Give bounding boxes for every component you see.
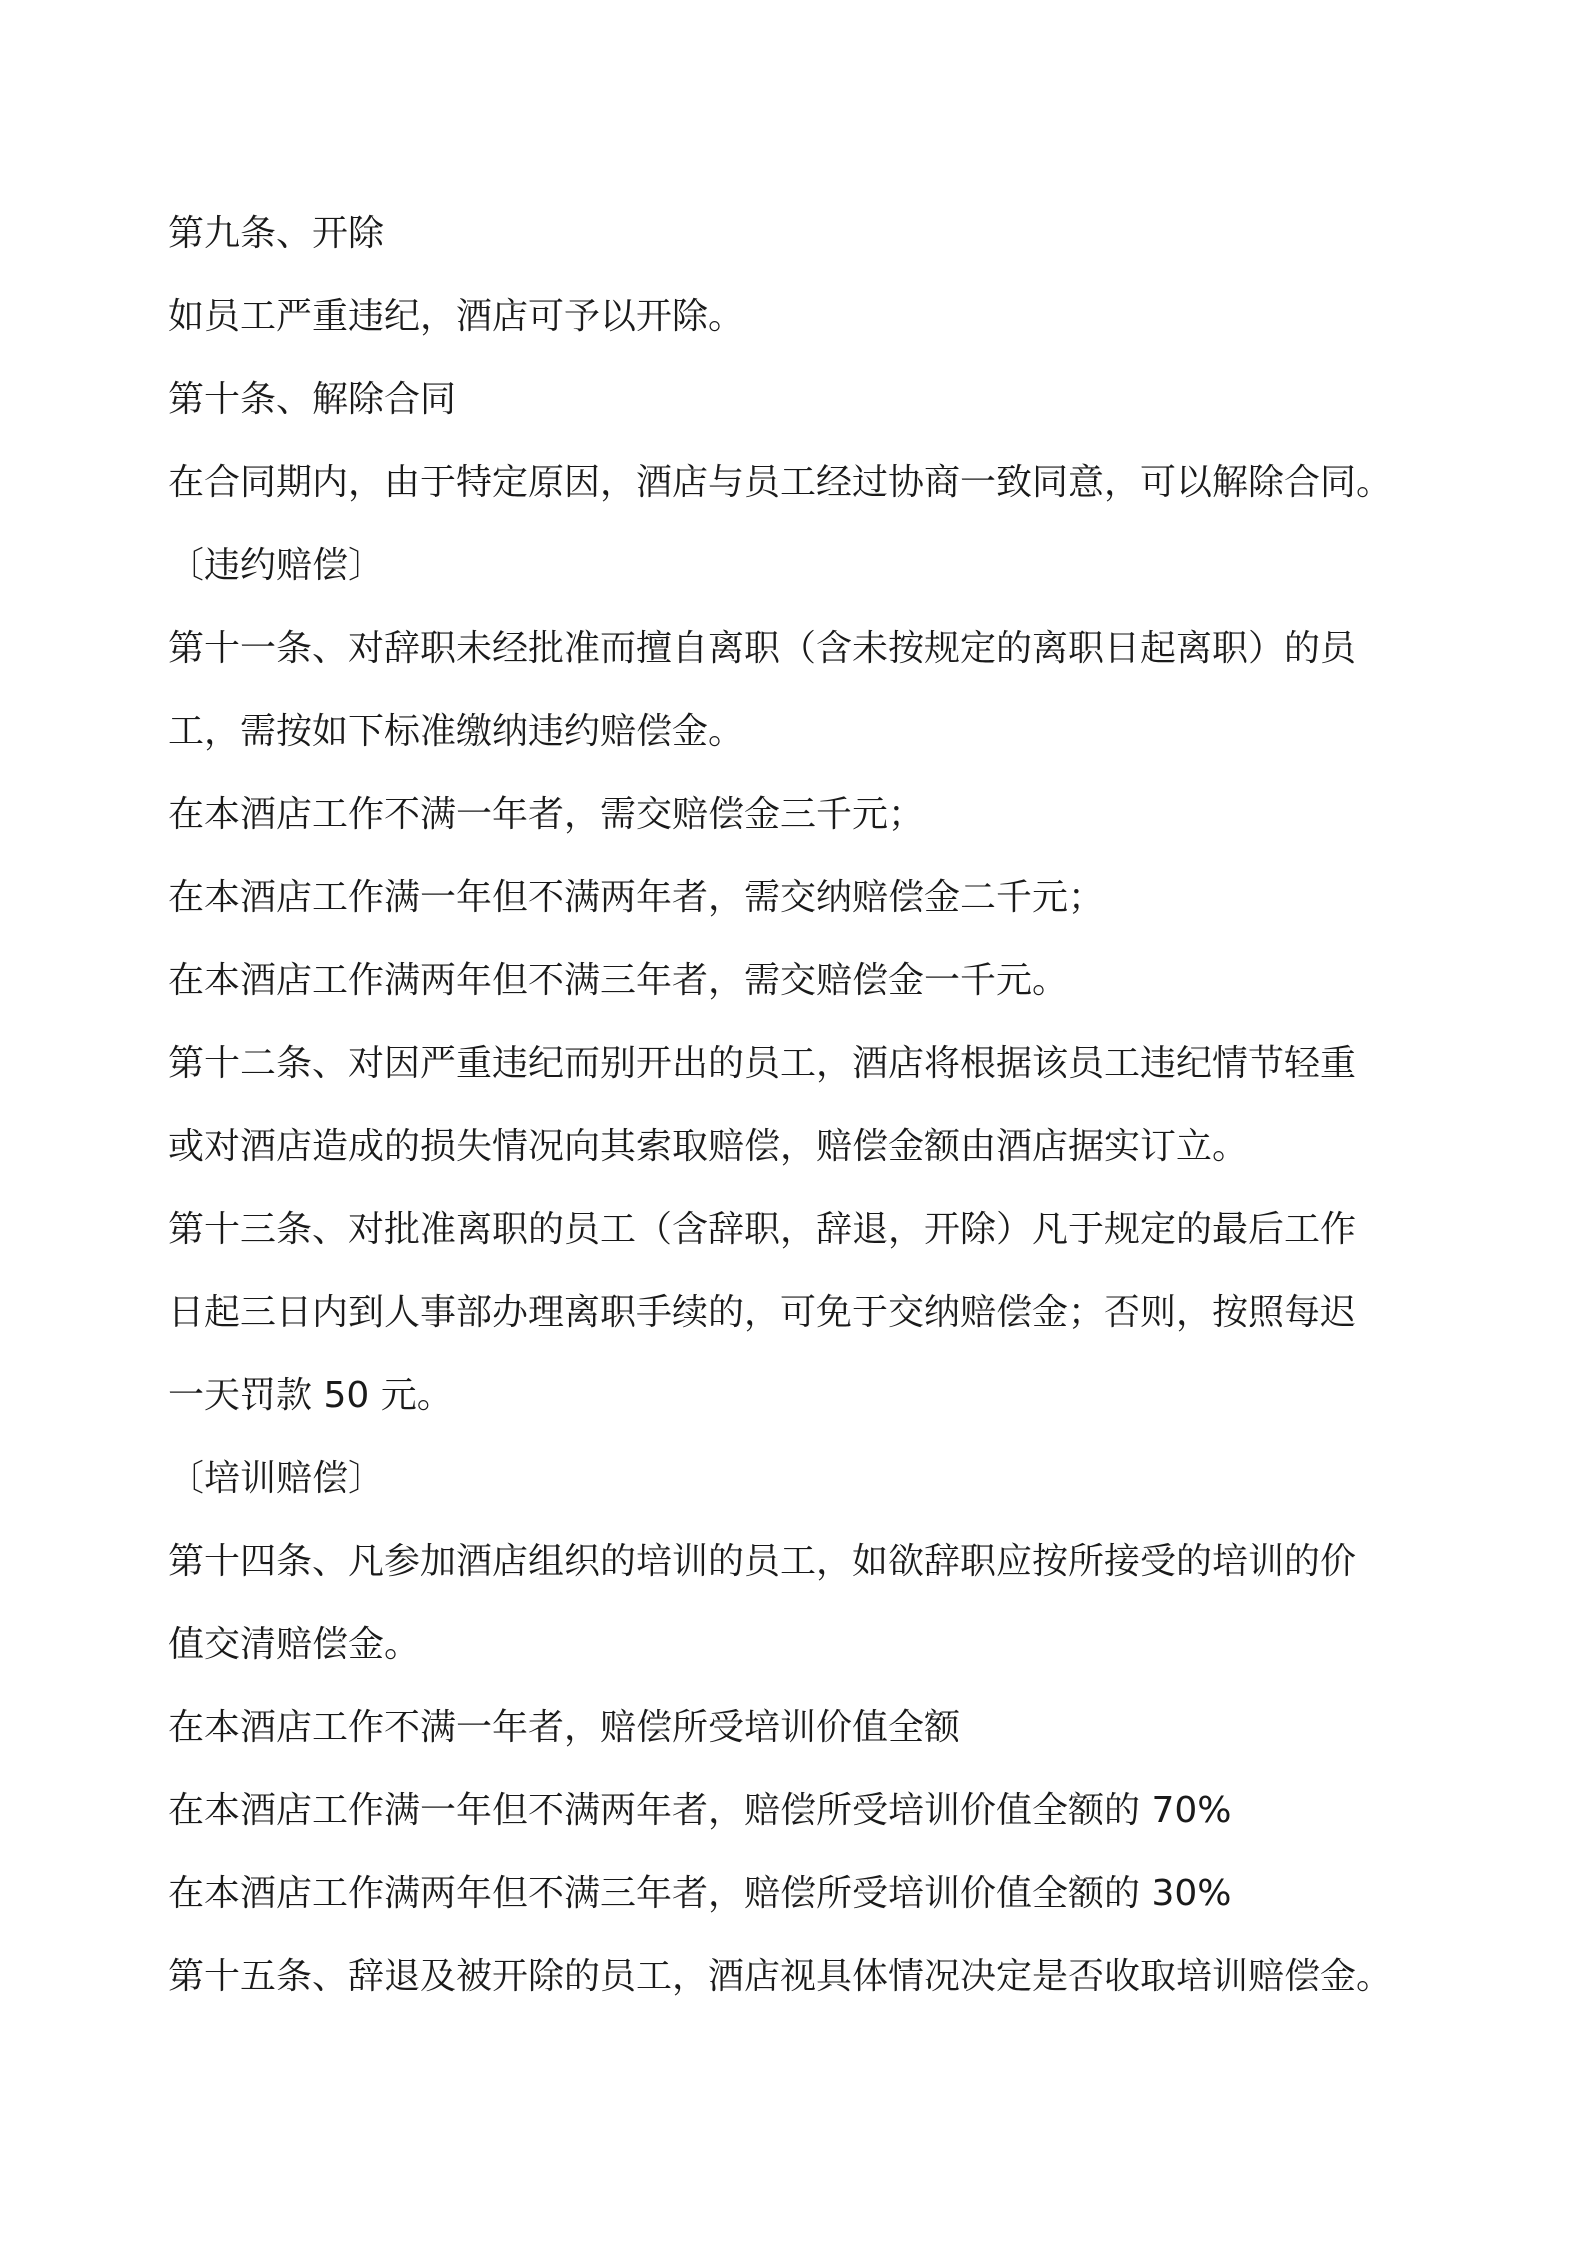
article-10-heading: 第十条、解除合同	[168, 379, 457, 420]
article-10-text: 在合同期内，由于特定原因，酒店与员工经过协商一致同意，可以解除合同。	[168, 462, 1393, 503]
article-11-item-2: 在本酒店工作满一年但不满两年者，需交纳赔偿金二千元；	[168, 877, 1105, 918]
article-13-line-3: 一天罚款 50 元。	[168, 1375, 453, 1416]
article-13-line-2: 日起三日内到人事部办理离职手续的，可免于交纳赔偿金；否则，按照每迟	[168, 1292, 1357, 1333]
article-14-line-1: 第十四条、凡参加酒店组织的培训的员工，如欲辞职应按所接受的培训的价	[168, 1541, 1357, 1582]
article-14-item-2: 在本酒店工作满一年但不满两年者，赔偿所受培训价值全额的 70%	[168, 1790, 1232, 1831]
article-11-item-3: 在本酒店工作满两年但不满三年者，需交赔偿金一千元。	[168, 960, 1069, 1001]
article-12-line-2: 或对酒店造成的损失情况向其索取赔偿，赔偿金额由酒店据实订立。	[168, 1126, 1249, 1167]
document-body	[168, 192, 1428, 2018]
article-14-item-3: 在本酒店工作满两年但不满三年者，赔偿所受培训价值全额的 30%	[168, 1873, 1232, 1914]
article-15-text: 第十五条、辞退及被开除的员工，酒店视具体情况决定是否收取培训赔偿金。	[168, 1956, 1393, 1997]
section-heading-training-compensation: 〔培训赔偿〕	[168, 1458, 385, 1499]
article-12-line-1: 第十二条、对因严重违纪而别开出的员工，酒店将根据该员工违纪情节轻重	[168, 1043, 1357, 1084]
section-heading-breach-compensation: 〔违约赔偿〕	[168, 545, 385, 586]
article-11-item-1: 在本酒店工作不满一年者，需交赔偿金三千元；	[168, 794, 925, 835]
article-14-item-1: 在本酒店工作不满一年者，赔偿所受培训价值全额	[168, 1707, 961, 1748]
article-14-line-2: 值交清赔偿金。	[168, 1624, 421, 1665]
article-11-line-1: 第十一条、对辞职未经批准而擅自离职（含未按规定的离职日起离职）的员	[168, 628, 1357, 669]
article-11-line-2: 工，需按如下标准缴纳违约赔偿金。	[168, 711, 745, 752]
article-9-text: 如员工严重违纪，酒店可予以开除。	[168, 296, 745, 337]
article-13-line-1: 第十三条、对批准离职的员工（含辞职，辞退，开除）凡于规定的最后工作	[168, 1209, 1357, 1250]
article-9-heading: 第九条、开除	[168, 213, 385, 254]
